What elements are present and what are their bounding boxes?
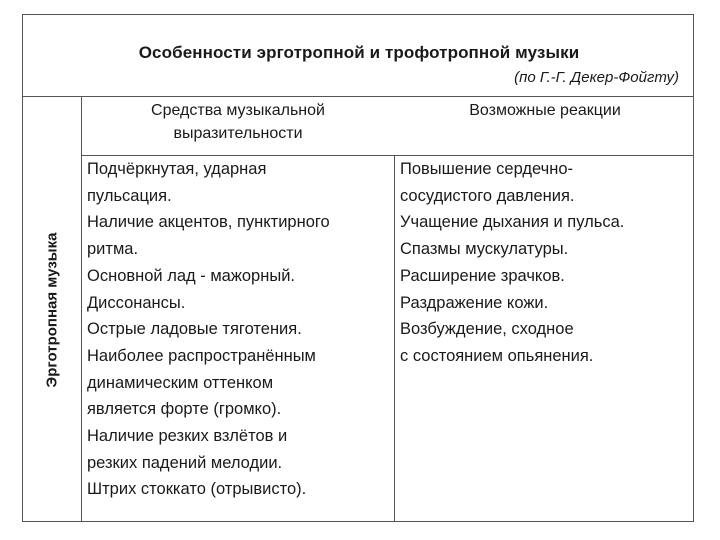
means-line: Основной лад - мажорный. <box>87 266 296 285</box>
column-header-means-line: Средства музыкальной <box>151 102 325 119</box>
column-header-reactions-line: Возможные реакции <box>469 102 621 119</box>
column-divider <box>394 155 395 522</box>
means-cell <box>87 156 330 503</box>
reactions-line: Раздражение кожи. <box>400 293 549 312</box>
reactions-line: сосудистого давления. <box>400 186 575 205</box>
reactions-line: Учащение дыхания и пульса. <box>400 213 625 232</box>
means-line: резких падений мелодии. <box>87 453 283 472</box>
means-line: пульсация. <box>87 186 172 205</box>
means-line: Наличие акцентов, пунктирного <box>87 213 330 232</box>
means-line: Диссонансы. <box>87 293 186 312</box>
means-line: Острые ладовые тяготения. <box>87 320 302 339</box>
means-line: является форте (громко). <box>87 400 282 419</box>
table <box>22 14 694 522</box>
header-divider <box>23 96 693 97</box>
means-line: Наличие резких взлётов и <box>87 427 288 446</box>
side-divider <box>81 96 82 522</box>
means-line: динамическим оттенком <box>87 373 274 392</box>
means-line: Штрих стоккато (отрывисто). <box>87 480 307 499</box>
reactions-line: Расширение зрачков. <box>400 266 565 285</box>
means-line: Подчёркнутая, ударная <box>87 160 267 178</box>
table-title: Особенности эрготропной и трофотропной музыки <box>138 43 580 62</box>
means-line: Наиболее распространённым <box>87 346 316 365</box>
column-header-means <box>87 99 389 145</box>
table-subtitle: (по Г.-Г. Декер-Фойгту) <box>514 69 679 86</box>
reactions-line: с состоянием опьянения. <box>400 346 594 365</box>
column-header-means-line: выразительности <box>173 125 303 142</box>
reactions-line: Спазмы мускулатуры. <box>400 240 569 259</box>
side-label-cell <box>23 97 81 523</box>
means-line: ритма. <box>87 240 139 259</box>
reactions-line: Повышение сердечно- <box>400 160 574 178</box>
reactions-cell <box>400 156 624 370</box>
column-header-reactions <box>397 99 693 122</box>
side-label: Эрготропная музыка <box>43 232 61 388</box>
reactions-line: Возбуждение, сходное <box>400 320 574 339</box>
